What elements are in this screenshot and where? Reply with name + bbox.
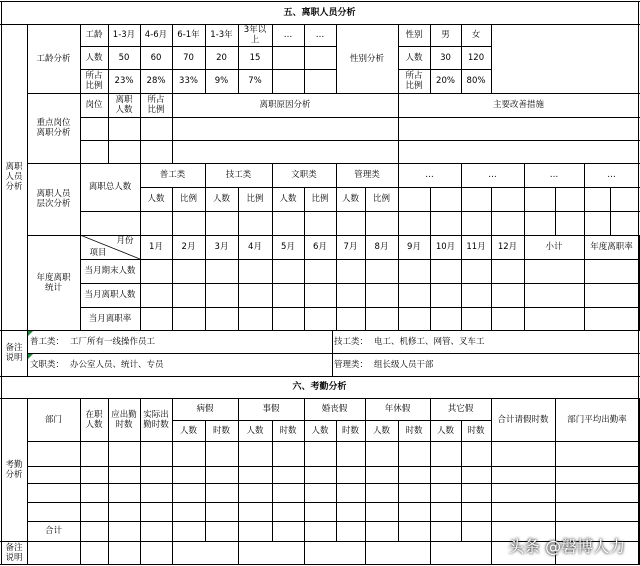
gender-header: 女 xyxy=(471,30,481,40)
gender-ratio: 80% xyxy=(466,76,486,86)
grid-line-v xyxy=(398,187,399,236)
month-header: 5月 xyxy=(281,242,295,252)
tenure-ratio: 23% xyxy=(114,76,134,86)
grid-line-h xyxy=(27,502,640,503)
tenure-analysis-label: 工龄分析 xyxy=(36,53,71,64)
level-group-header: … xyxy=(488,170,497,180)
leave-group-header: 其它假 xyxy=(447,404,474,414)
grid-line-v xyxy=(491,187,492,236)
grid-line-h xyxy=(80,117,640,118)
tenure-count: 60 xyxy=(150,52,162,63)
month-header: 9月 xyxy=(407,242,421,252)
level-sub-header: 比例 xyxy=(311,194,329,204)
leave-sub-header: 时数 xyxy=(405,425,423,436)
leave-sub-header: 时数 xyxy=(212,425,230,436)
level-sub-header: 人数 xyxy=(212,194,230,204)
grid-line-v xyxy=(584,187,585,236)
key-posts-header: 离职原因分析 xyxy=(259,100,311,110)
month-header: 1月 xyxy=(149,242,163,252)
leave-sub-header: 时数 xyxy=(279,425,297,436)
comment-marker-icon xyxy=(28,354,33,359)
section-side-label: 离职 人员 分析 xyxy=(5,162,23,192)
month-header: 3月 xyxy=(214,242,229,252)
note-text: 组长级人员干部 xyxy=(374,359,434,370)
level-sub-header: 比例 xyxy=(372,194,390,204)
attendance-header: 应出勤 时数 xyxy=(111,409,137,430)
leave-sub-header: 人数 xyxy=(372,425,390,436)
tenure-count xyxy=(304,46,336,69)
tenure-header: 3年以 上 xyxy=(243,25,267,45)
leave-sub-header: 人数 xyxy=(436,425,454,436)
total-row-label: 合计 xyxy=(44,526,62,536)
leave-group-header: 事假 xyxy=(262,404,280,414)
grid-line-v xyxy=(461,187,462,236)
total-resign-header: 离职总人数 xyxy=(88,182,132,192)
grid-line-h xyxy=(80,283,640,284)
section-side-label: 考勤 分析 xyxy=(5,459,23,480)
gender-analysis-label: 性别分析 xyxy=(349,53,384,64)
tenure-header: 1-3年 xyxy=(210,30,233,40)
leave-sub-header: 时数 xyxy=(341,425,359,436)
month-header: 12月 xyxy=(497,242,518,252)
diagonal-divider xyxy=(80,235,140,259)
note-text: 电工、机修工、网管、叉车工 xyxy=(374,336,485,347)
month-header: 4月 xyxy=(248,242,262,252)
leave-sub-header: 时数 xyxy=(467,425,485,436)
level-group-header: 普工类 xyxy=(159,170,186,180)
note-key: 文职类： xyxy=(30,359,65,370)
annual-stats-label: 年度离职 统计 xyxy=(36,272,71,293)
month-header: 6月 xyxy=(313,242,327,252)
grid-line-v xyxy=(524,187,525,236)
gender-ratio-label: 所占 比例 xyxy=(405,71,423,91)
leave-group-header: 病假 xyxy=(196,404,214,414)
section-title: 五、离职人员分析 xyxy=(283,7,356,18)
tenure-count: 50 xyxy=(118,52,130,63)
tenure-header: 6-1年 xyxy=(177,30,200,40)
grid-line-v xyxy=(555,187,556,236)
gender-header: 性别 xyxy=(405,30,423,40)
tenure-ratio: 28% xyxy=(146,76,166,86)
watermark: 头条 @磐博人力 xyxy=(508,537,626,556)
note-key: 普工类： xyxy=(30,336,65,347)
grid-line-h xyxy=(27,441,640,442)
leave-sub-header: 人数 xyxy=(311,425,329,436)
annual-row-label: 当月期末人数 xyxy=(84,266,136,276)
leave-sub-header: 人数 xyxy=(246,425,264,436)
attendance-header: 在职 人数 xyxy=(85,409,103,430)
month-header: 7月 xyxy=(343,242,358,252)
tenure-ratio xyxy=(272,69,304,93)
section-title: 六、考勤分析 xyxy=(292,382,347,392)
grid-line-v xyxy=(491,24,492,94)
month-header: 11月 xyxy=(466,242,486,252)
month-header: 10月 xyxy=(435,242,456,252)
key-posts-header: 离职 人数 xyxy=(115,95,133,115)
level-sub-header: 人数 xyxy=(147,194,165,204)
leave-sub-header: 人数 xyxy=(179,425,197,436)
key-posts-header: 岗位 xyxy=(85,100,103,110)
level-sub-header: 比例 xyxy=(246,194,264,204)
grid-line-h xyxy=(27,521,640,522)
attendance-header: 实际出 勤时数 xyxy=(143,409,169,430)
tenure-count: 15 xyxy=(249,52,261,63)
corner-item-label: 项目 xyxy=(89,248,107,258)
tenure-header: 4-6月 xyxy=(144,30,168,40)
level-sub-header: 人数 xyxy=(279,194,297,204)
note-key: 管理类： xyxy=(334,359,369,370)
tenure-count: 70 xyxy=(183,52,194,63)
comment-marker-icon xyxy=(28,331,33,336)
tenure-header: … xyxy=(283,30,293,40)
level-group-header: … xyxy=(549,170,559,180)
gender-count: 30 xyxy=(440,52,451,63)
gender-ratio: 20% xyxy=(436,76,455,86)
tenure-header: … xyxy=(315,30,325,40)
gender-count-label: 人数 xyxy=(405,52,423,63)
subtotal-header: 小计 xyxy=(545,242,563,252)
grid-line-v xyxy=(430,187,431,236)
level-group-header: 技工类 xyxy=(225,170,252,180)
tenure-count xyxy=(272,46,304,69)
leave-group-header: 年休假 xyxy=(384,404,411,414)
level-group-header: 文职类 xyxy=(291,170,317,180)
level-sub-header: 人数 xyxy=(341,194,359,204)
tenure-count-label: 人数 xyxy=(85,52,103,63)
notes-label: 备注 说明 xyxy=(5,343,23,363)
attendance-header: 部门 xyxy=(44,414,62,425)
note-text: 办公室人员、统计、专员 xyxy=(70,359,164,370)
level-group-header: 管理类 xyxy=(354,170,380,180)
level-group-header: … xyxy=(607,170,616,180)
total-leave-hours-header: 合计请假时数 xyxy=(497,414,549,425)
grid-line-h xyxy=(80,140,640,141)
dept-attendance-rate-header: 部门平均出勤率 xyxy=(567,414,627,425)
grid-line-h xyxy=(80,259,640,260)
key-posts-header: 主要改善措施 xyxy=(492,100,544,110)
grid-line-h xyxy=(0,564,640,565)
gender-header: 男 xyxy=(441,30,450,40)
annual-row-label: 当月离职人数 xyxy=(84,290,136,300)
level-sub-header: 比例 xyxy=(179,194,197,204)
notes-label: 备注 说明 xyxy=(5,542,23,563)
key-posts-header: 所占 比例 xyxy=(147,95,165,115)
level-analysis-label: 离职人员 层次分析 xyxy=(36,189,71,209)
tenure-ratio: 9% xyxy=(214,76,229,86)
grid-line-v xyxy=(610,187,611,236)
leave-group-header: 婚丧假 xyxy=(321,404,348,414)
tenure-header: 工龄 xyxy=(85,30,103,40)
key-posts-label: 重点岗位 离职分析 xyxy=(36,118,71,138)
tenure-ratio: 7% xyxy=(248,76,262,86)
tenure-ratio-label: 所占 比例 xyxy=(85,71,103,91)
tenure-ratio xyxy=(304,69,336,93)
corner-month-label: 月份 xyxy=(116,235,134,246)
note-key: 技工类： xyxy=(334,336,369,347)
grid-line-h xyxy=(27,483,640,484)
tenure-ratio: 33% xyxy=(179,76,198,86)
tenure-header: 1-3月 xyxy=(112,30,136,40)
tenure-count: 20 xyxy=(216,52,227,63)
month-header: 8月 xyxy=(374,242,389,252)
annual-row-label: 当月离职率 xyxy=(88,313,132,324)
annual-rate-header: 年度离职率 xyxy=(590,242,633,252)
month-header: 2月 xyxy=(181,242,196,252)
grid-line-h xyxy=(80,211,640,212)
grid-line-h xyxy=(27,466,640,467)
grid-line-h xyxy=(80,307,640,308)
level-group-header: … xyxy=(425,170,434,180)
gender-count: 120 xyxy=(467,52,485,63)
note-text: 工厂所有一线操作员工 xyxy=(70,336,156,347)
